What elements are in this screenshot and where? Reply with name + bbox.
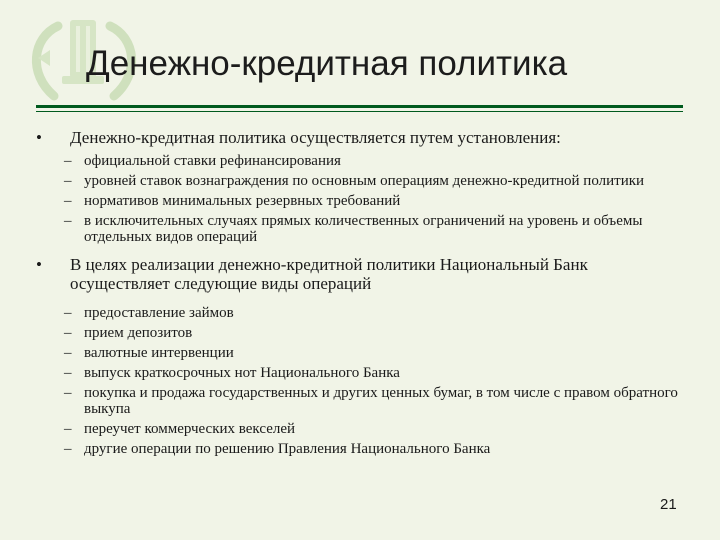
sub-item-text: валютные интервенции: [84, 345, 234, 361]
sub-item: [64, 421, 690, 437]
sub-item: [64, 153, 690, 169]
bullet-marker: •: [36, 128, 42, 147]
sub-item-text: уровней ставок вознаграждения по основным операциям денежно-кредитной политики: [84, 173, 645, 189]
sub-item-text: нормативов минимальных резервных требований: [84, 193, 401, 209]
bullet-item: [34, 128, 690, 147]
slide-body: [34, 128, 690, 461]
title-rule: [36, 105, 683, 108]
sub-item: [64, 305, 690, 321]
dash-marker: –: [64, 153, 72, 169]
sub-item-text: другие операции по решению Правления Национального Банка: [84, 441, 491, 457]
sub-item-text: покупка и продажа государственных и других ценных бумаг, в том числе с правом обратного выкупа: [84, 385, 678, 417]
sub-item-text: официальной ставки рефинансирования: [84, 153, 341, 169]
sub-item-text: прием депозитов: [84, 325, 193, 341]
title-rule-thin: [36, 111, 683, 112]
sub-item-text: предоставление займов: [84, 305, 234, 321]
dash-marker: –: [64, 385, 72, 401]
dash-marker: –: [64, 345, 72, 361]
dash-marker: –: [64, 325, 72, 341]
sub-item: [64, 213, 690, 245]
sub-item-text: в исключительных случаях прямых количественных ограничений на уровень и объемы отдельных видов операций: [84, 213, 643, 245]
sub-item: [64, 173, 690, 189]
dash-marker: –: [64, 213, 72, 229]
dash-marker: –: [64, 441, 72, 457]
sub-item: [64, 193, 690, 209]
sub-item: [64, 385, 690, 417]
sub-item: [64, 325, 690, 341]
sub-list: [34, 305, 690, 457]
sub-item: [64, 345, 690, 361]
bullet-text: Денежно-кредитная политика осуществляется путем установления:: [70, 128, 561, 147]
sub-item-text: переучет коммерческих векселей: [84, 421, 296, 437]
bullet-item: [34, 255, 690, 293]
dash-marker: –: [64, 305, 72, 321]
dash-marker: –: [64, 173, 72, 189]
page-number: 21: [660, 496, 677, 513]
dash-marker: –: [64, 421, 72, 437]
dash-marker: –: [64, 365, 72, 381]
sub-item: [64, 441, 690, 457]
sub-list: [34, 153, 690, 245]
dash-marker: –: [64, 193, 72, 209]
bullet-marker: •: [36, 255, 42, 274]
slide-title: Денежно-кредитная политика: [86, 44, 568, 83]
bullet-text: В целях реализации денежно-кредитной политики Национальный Банк осуществляет следующие виды операций: [70, 255, 588, 293]
sub-item-text: выпуск краткосрочных нот Национального Банка: [84, 365, 400, 381]
sub-item: [64, 365, 690, 381]
